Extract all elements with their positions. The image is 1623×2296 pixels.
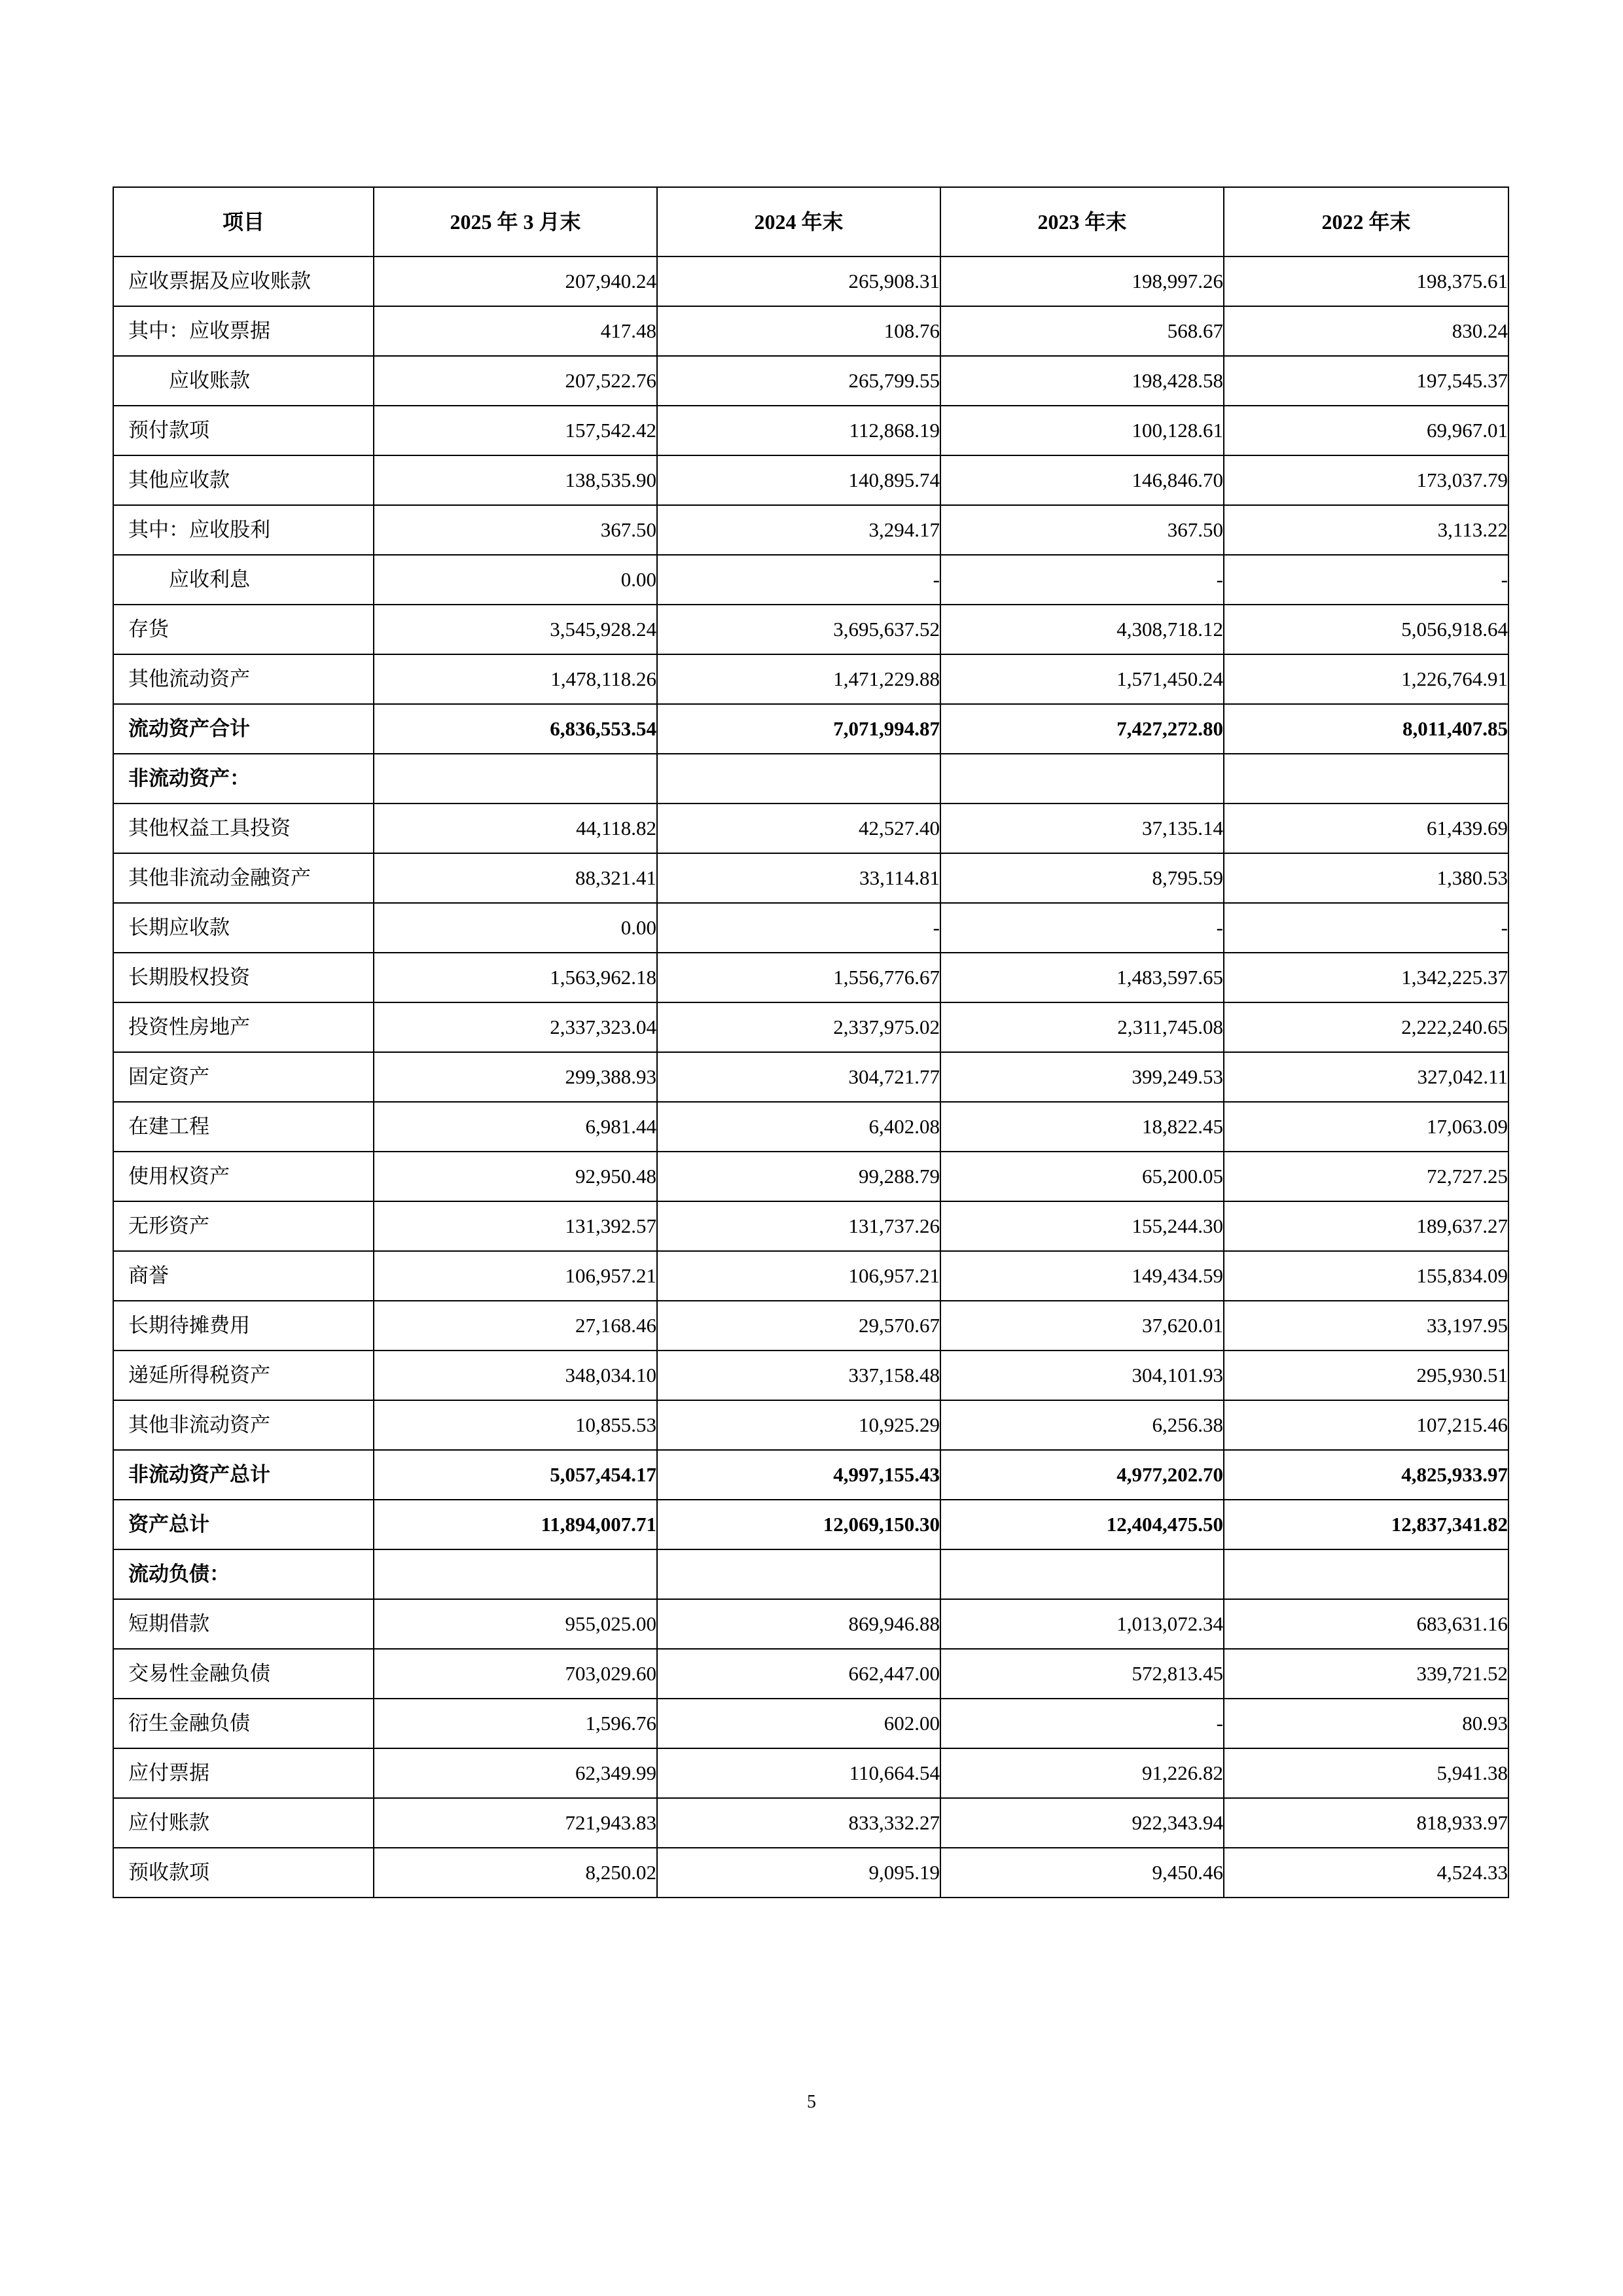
cell-2024: 3,294.17 [657, 505, 940, 555]
table-row [113, 1201, 1508, 1251]
table-row [113, 256, 1508, 306]
cell-2023: 65,200.05 [940, 1152, 1224, 1201]
table-row [113, 1699, 1508, 1748]
cell-2022: 80.93 [1224, 1699, 1508, 1748]
cell-2022: 1,342,225.37 [1224, 953, 1508, 1002]
cell-2022: 683,631.16 [1224, 1599, 1508, 1649]
cell-2023: 922,343.94 [940, 1798, 1224, 1848]
row-item-label: 其中：应收股利 [113, 505, 374, 555]
column-header-2023: 2023 年末 [940, 187, 1224, 256]
table-row [113, 903, 1508, 953]
cell-2022: 2,222,240.65 [1224, 1002, 1508, 1052]
cell-2025q1: 1,478,118.26 [374, 654, 657, 704]
cell-2022 [1224, 1549, 1508, 1599]
table-row [113, 853, 1508, 903]
cell-2023: 18,822.45 [940, 1102, 1224, 1152]
cell-2024: 662,447.00 [657, 1649, 940, 1699]
cell-2023: 6,256.38 [940, 1400, 1224, 1450]
cell-2023: 1,571,450.24 [940, 654, 1224, 704]
cell-2023: 91,226.82 [940, 1748, 1224, 1798]
cell-2024: 99,288.79 [657, 1152, 940, 1201]
cell-2022: 295,930.51 [1224, 1351, 1508, 1400]
cell-2025q1: 299,388.93 [374, 1052, 657, 1102]
cell-2025q1: 721,943.83 [374, 1798, 657, 1848]
table-row [113, 1450, 1508, 1500]
table-row [113, 356, 1508, 406]
cell-2025q1: 6,981.44 [374, 1102, 657, 1152]
cell-2024: 9,095.19 [657, 1848, 940, 1898]
column-header-item: 项目 [113, 187, 374, 256]
column-header-2025q1: 2025 年 3 月末 [374, 187, 657, 256]
row-item-label: 非流动资产总计 [113, 1450, 374, 1500]
column-header-2022: 2022 年末 [1224, 187, 1508, 256]
row-item-label: 交易性金融负债 [113, 1649, 374, 1699]
cell-2024: 110,664.54 [657, 1748, 940, 1798]
table-row [113, 1301, 1508, 1351]
cell-2022: 107,215.46 [1224, 1400, 1508, 1450]
table-row [113, 1500, 1508, 1549]
cell-2025q1: 8,250.02 [374, 1848, 657, 1898]
cell-2024: 337,158.48 [657, 1351, 940, 1400]
cell-2023: 198,997.26 [940, 256, 1224, 306]
row-item-label: 其中：应收票据 [113, 306, 374, 356]
table-row [113, 1649, 1508, 1699]
row-item-label: 其他应收款 [113, 455, 374, 505]
cell-2024 [657, 754, 940, 804]
cell-2024: 6,402.08 [657, 1102, 940, 1152]
cell-2024: 1,556,776.67 [657, 953, 940, 1002]
table-row [113, 1152, 1508, 1201]
cell-2023: 4,308,718.12 [940, 605, 1224, 654]
cell-2022: 4,825,933.97 [1224, 1450, 1508, 1500]
cell-2025q1: 417.48 [374, 306, 657, 356]
row-item-label: 流动资产合计 [113, 704, 374, 754]
cell-2022: - [1224, 903, 1508, 953]
column-header-2024: 2024 年末 [657, 187, 940, 256]
cell-2025q1: 92,950.48 [374, 1152, 657, 1201]
cell-2022: 1,380.53 [1224, 853, 1508, 903]
cell-2024: 131,737.26 [657, 1201, 940, 1251]
cell-2023: 146,846.70 [940, 455, 1224, 505]
cell-2023: - [940, 903, 1224, 953]
row-item-label: 无形资产 [113, 1201, 374, 1251]
cell-2024: 29,570.67 [657, 1301, 940, 1351]
table-row [113, 704, 1508, 754]
cell-2022: 818,933.97 [1224, 1798, 1508, 1848]
row-item-label: 应收票据及应收账款 [113, 256, 374, 306]
cell-2022: 173,037.79 [1224, 455, 1508, 505]
cell-2023: 304,101.93 [940, 1351, 1224, 1400]
balance-sheet-table [113, 186, 1509, 1898]
row-item-label: 应付票据 [113, 1748, 374, 1798]
cell-2023: 8,795.59 [940, 853, 1224, 903]
row-item-label: 长期待摊费用 [113, 1301, 374, 1351]
row-item-label: 在建工程 [113, 1102, 374, 1152]
cell-2025q1: 2,337,323.04 [374, 1002, 657, 1052]
cell-2025q1: 703,029.60 [374, 1649, 657, 1699]
page-number: 5 [807, 2092, 816, 2112]
cell-2022: 8,011,407.85 [1224, 704, 1508, 754]
table-row [113, 455, 1508, 505]
cell-2024: 108.76 [657, 306, 940, 356]
cell-2024: 7,071,994.87 [657, 704, 940, 754]
cell-2024: 869,946.88 [657, 1599, 940, 1649]
cell-2025q1: 0.00 [374, 555, 657, 605]
cell-2023: - [940, 555, 1224, 605]
cell-2024: 265,799.55 [657, 356, 940, 406]
cell-2024: 4,997,155.43 [657, 1450, 940, 1500]
table-row [113, 953, 1508, 1002]
cell-2022: 830.24 [1224, 306, 1508, 356]
cell-2025q1: 88,321.41 [374, 853, 657, 903]
cell-2024: 1,471,229.88 [657, 654, 940, 704]
cell-2025q1: 27,168.46 [374, 1301, 657, 1351]
cell-2022: 197,545.37 [1224, 356, 1508, 406]
cell-2025q1: 367.50 [374, 505, 657, 555]
cell-2023: 9,450.46 [940, 1848, 1224, 1898]
row-item-label: 长期股权投资 [113, 953, 374, 1002]
cell-2023: 399,249.53 [940, 1052, 1224, 1102]
cell-2025q1: 6,836,553.54 [374, 704, 657, 754]
row-item-label: 预付款项 [113, 406, 374, 455]
row-item-label: 其他非流动资产 [113, 1400, 374, 1450]
table-row [113, 605, 1508, 654]
cell-2023: 572,813.45 [940, 1649, 1224, 1699]
row-item-label: 预收款项 [113, 1848, 374, 1898]
cell-2024: - [657, 555, 940, 605]
row-item-label: 应收利息 [113, 555, 374, 605]
row-item-label: 应收账款 [113, 356, 374, 406]
table-row [113, 1052, 1508, 1102]
cell-2025q1: 1,563,962.18 [374, 953, 657, 1002]
cell-2022: - [1224, 555, 1508, 605]
table-row [113, 1549, 1508, 1599]
row-item-label: 商誉 [113, 1251, 374, 1301]
row-item-label: 短期借款 [113, 1599, 374, 1649]
cell-2025q1: 62,349.99 [374, 1748, 657, 1798]
row-item-label: 应付账款 [113, 1798, 374, 1848]
row-item-label: 流动负债： [113, 1549, 374, 1599]
table-body [113, 256, 1508, 1898]
cell-2025q1: 44,118.82 [374, 804, 657, 853]
row-item-label: 非流动资产： [113, 754, 374, 804]
row-item-label: 其他非流动金融资产 [113, 853, 374, 903]
row-item-label: 衍生金融负债 [113, 1699, 374, 1748]
row-item-label: 其他流动资产 [113, 654, 374, 704]
cell-2025q1: 207,940.24 [374, 256, 657, 306]
cell-2023: 37,135.14 [940, 804, 1224, 853]
table-row [113, 1251, 1508, 1301]
row-item-label: 递延所得税资产 [113, 1351, 374, 1400]
cell-2022: 339,721.52 [1224, 1649, 1508, 1699]
cell-2022: 61,439.69 [1224, 804, 1508, 853]
cell-2025q1: 0.00 [374, 903, 657, 953]
cell-2025q1 [374, 754, 657, 804]
table-row [113, 505, 1508, 555]
cell-2023: 4,977,202.70 [940, 1450, 1224, 1500]
cell-2024: 106,957.21 [657, 1251, 940, 1301]
cell-2024 [657, 1549, 940, 1599]
cell-2025q1: 1,596.76 [374, 1699, 657, 1748]
row-item-label: 资产总计 [113, 1500, 374, 1549]
cell-2022: 3,113.22 [1224, 505, 1508, 555]
cell-2023: - [940, 1699, 1224, 1748]
cell-2022: 5,056,918.64 [1224, 605, 1508, 654]
cell-2024: 2,337,975.02 [657, 1002, 940, 1052]
cell-2023: 1,013,072.34 [940, 1599, 1224, 1649]
cell-2024: 112,868.19 [657, 406, 940, 455]
table-row [113, 654, 1508, 704]
table-header-row [113, 187, 1508, 256]
cell-2025q1: 157,542.42 [374, 406, 657, 455]
cell-2024: 3,695,637.52 [657, 605, 940, 654]
cell-2024: 10,925.29 [657, 1400, 940, 1450]
cell-2023: 367.50 [940, 505, 1224, 555]
table-row [113, 1400, 1508, 1450]
table-row [113, 804, 1508, 853]
cell-2024: 42,527.40 [657, 804, 940, 853]
table-row [113, 406, 1508, 455]
cell-2024: 833,332.27 [657, 1798, 940, 1848]
cell-2024: 602.00 [657, 1699, 940, 1748]
table-row [113, 1351, 1508, 1400]
table-row [113, 555, 1508, 605]
cell-2023: 155,244.30 [940, 1201, 1224, 1251]
row-item-label: 使用权资产 [113, 1152, 374, 1201]
cell-2025q1: 5,057,454.17 [374, 1450, 657, 1500]
cell-2025q1: 138,535.90 [374, 455, 657, 505]
cell-2022: 12,837,341.82 [1224, 1500, 1508, 1549]
cell-2022: 198,375.61 [1224, 256, 1508, 306]
cell-2023: 198,428.58 [940, 356, 1224, 406]
cell-2022: 4,524.33 [1224, 1848, 1508, 1898]
cell-2023: 149,434.59 [940, 1251, 1224, 1301]
cell-2024: 33,114.81 [657, 853, 940, 903]
cell-2025q1: 131,392.57 [374, 1201, 657, 1251]
cell-2022: 5,941.38 [1224, 1748, 1508, 1798]
table-row [113, 1002, 1508, 1052]
cell-2025q1: 106,957.21 [374, 1251, 657, 1301]
cell-2022: 327,042.11 [1224, 1052, 1508, 1102]
table-row [113, 1748, 1508, 1798]
cell-2022: 72,727.25 [1224, 1152, 1508, 1201]
cell-2022: 17,063.09 [1224, 1102, 1508, 1152]
row-item-label: 存货 [113, 605, 374, 654]
table-row [113, 1848, 1508, 1898]
financial-table-container [113, 186, 1508, 1898]
cell-2024: 12,069,150.30 [657, 1500, 940, 1549]
cell-2025q1: 348,034.10 [374, 1351, 657, 1400]
row-item-label: 长期应收款 [113, 903, 374, 953]
table-row [113, 306, 1508, 356]
cell-2025q1: 10,855.53 [374, 1400, 657, 1450]
cell-2023: 1,483,597.65 [940, 953, 1224, 1002]
cell-2022: 155,834.09 [1224, 1251, 1508, 1301]
cell-2023: 12,404,475.50 [940, 1500, 1224, 1549]
cell-2024: 304,721.77 [657, 1052, 940, 1102]
cell-2025q1: 955,025.00 [374, 1599, 657, 1649]
cell-2022: 69,967.01 [1224, 406, 1508, 455]
row-item-label: 其他权益工具投资 [113, 804, 374, 853]
cell-2024: - [657, 903, 940, 953]
table-row [113, 754, 1508, 804]
row-item-label: 固定资产 [113, 1052, 374, 1102]
cell-2023 [940, 754, 1224, 804]
table-row [113, 1798, 1508, 1848]
cell-2023: 100,128.61 [940, 406, 1224, 455]
cell-2022: 33,197.95 [1224, 1301, 1508, 1351]
cell-2022 [1224, 754, 1508, 804]
cell-2022: 189,637.27 [1224, 1201, 1508, 1251]
cell-2025q1 [374, 1549, 657, 1599]
cell-2022: 1,226,764.91 [1224, 654, 1508, 704]
cell-2023: 7,427,272.80 [940, 704, 1224, 754]
cell-2023 [940, 1549, 1224, 1599]
cell-2023: 568.67 [940, 306, 1224, 356]
table-header [113, 187, 1508, 256]
cell-2023: 2,311,745.08 [940, 1002, 1224, 1052]
row-item-label: 投资性房地产 [113, 1002, 374, 1052]
cell-2025q1: 11,894,007.71 [374, 1500, 657, 1549]
cell-2023: 37,620.01 [940, 1301, 1224, 1351]
table-row [113, 1599, 1508, 1649]
cell-2025q1: 207,522.76 [374, 356, 657, 406]
cell-2024: 265,908.31 [657, 256, 940, 306]
cell-2024: 140,895.74 [657, 455, 940, 505]
cell-2025q1: 3,545,928.24 [374, 605, 657, 654]
table-row [113, 1102, 1508, 1152]
